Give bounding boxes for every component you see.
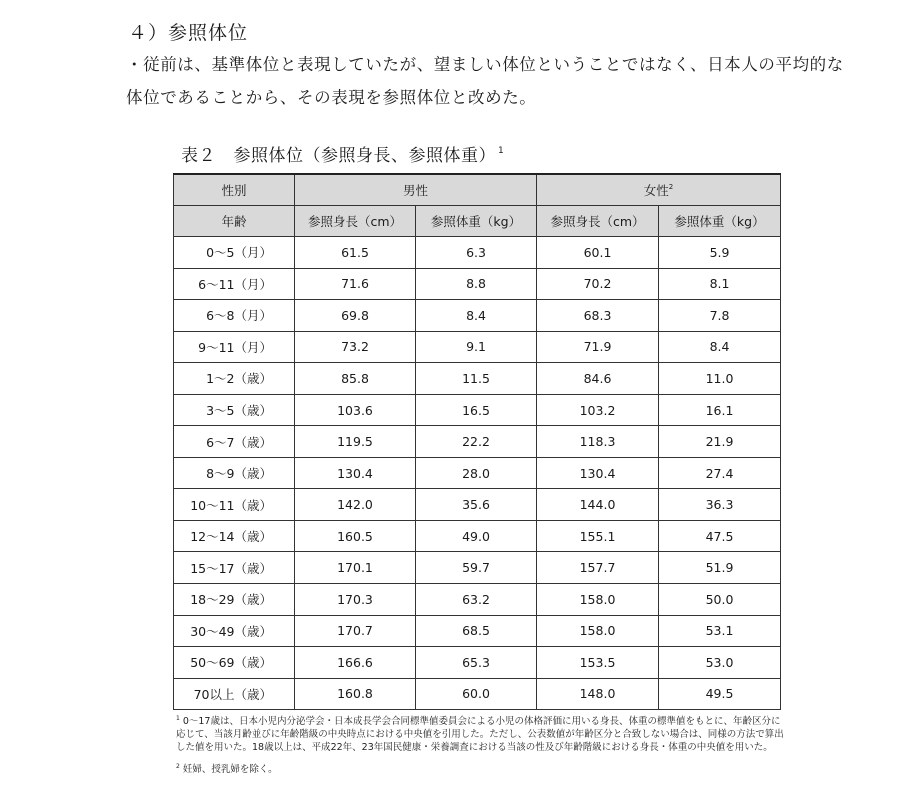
cell-age: 6～7（歳） xyxy=(174,426,295,458)
cell-age: 1～2（歳） xyxy=(174,363,295,395)
table-row xyxy=(174,552,781,584)
header-row-sex xyxy=(174,174,781,206)
table-row xyxy=(174,426,781,458)
cell-male-height: 166.6 xyxy=(295,647,416,679)
section-heading: ４）参照体位 xyxy=(128,22,249,44)
cell-male-weight: 63.2 xyxy=(416,584,537,616)
cell-female-height: 148.0 xyxy=(537,678,659,710)
cell-male-weight: 8.8 xyxy=(416,268,537,300)
cell-female-height: 144.0 xyxy=(537,489,659,521)
footnote-1-mark: 1 xyxy=(176,715,180,722)
cell-female-weight: 49.5 xyxy=(659,678,781,710)
table-body xyxy=(174,237,781,710)
cell-female-height: 60.1 xyxy=(537,237,659,269)
cell-female-height: 103.2 xyxy=(537,394,659,426)
cell-age: 6～8（月） xyxy=(174,300,295,332)
cell-female-weight: 21.9 xyxy=(659,426,781,458)
cell-age: 6～11（月） xyxy=(174,268,295,300)
cell-male-height: 130.4 xyxy=(295,457,416,489)
table-row xyxy=(174,394,781,426)
cell-female-weight: 47.5 xyxy=(659,520,781,552)
cell-female-weight: 36.3 xyxy=(659,489,781,521)
table-row xyxy=(174,678,781,710)
cell-male-weight: 22.2 xyxy=(416,426,537,458)
cell-male-weight: 16.5 xyxy=(416,394,537,426)
table-row xyxy=(174,615,781,647)
footnote-2-text: 妊婦、授乳婦を除く。 xyxy=(182,764,278,775)
cell-age: 0～5（月） xyxy=(174,237,295,269)
table-row xyxy=(174,584,781,616)
intro-paragraph: ・従前は、基準体位と表現していたが、望ましい体位ということではなく、日本人の平均的な体位であることから、その表現を参照体位と改めた。 xyxy=(126,55,844,107)
cell-male-weight: 11.5 xyxy=(416,363,537,395)
cell-age: 18～29（歳） xyxy=(174,584,295,616)
cell-female-height: 68.3 xyxy=(537,300,659,332)
cell-male-height: 170.3 xyxy=(295,584,416,616)
cell-female-weight: 11.0 xyxy=(659,363,781,395)
table-row xyxy=(174,647,781,679)
cell-age: 3～5（歳） xyxy=(174,394,295,426)
cell-male-height: 85.8 xyxy=(295,363,416,395)
cell-female-weight: 51.9 xyxy=(659,552,781,584)
cell-male-height: 170.1 xyxy=(295,552,416,584)
table-caption-text: 表２ 参照体位（参照身長、参照体重） xyxy=(181,146,496,166)
cell-age: 15～17（歳） xyxy=(174,552,295,584)
table-row xyxy=(174,489,781,521)
cell-age: 10～11（歳） xyxy=(174,489,295,521)
cell-male-height: 73.2 xyxy=(295,331,416,363)
cell-male-weight: 6.3 xyxy=(416,237,537,269)
cell-male-height: 103.6 xyxy=(295,394,416,426)
header-female-height: 参照身長（cm） xyxy=(537,206,659,237)
cell-male-height: 170.7 xyxy=(295,615,416,647)
footnote-1 xyxy=(176,712,784,754)
table-caption xyxy=(181,141,504,166)
cell-male-weight: 8.4 xyxy=(416,300,537,332)
cell-male-weight: 59.7 xyxy=(416,552,537,584)
cell-female-height: 157.7 xyxy=(537,552,659,584)
cell-male-height: 160.5 xyxy=(295,520,416,552)
cell-male-weight: 28.0 xyxy=(416,457,537,489)
cell-male-height: 119.5 xyxy=(295,426,416,458)
cell-male-height: 69.8 xyxy=(295,300,416,332)
cell-male-height: 71.6 xyxy=(295,268,416,300)
cell-female-weight: 8.1 xyxy=(659,268,781,300)
cell-female-height: 158.0 xyxy=(537,584,659,616)
table-row xyxy=(174,457,781,489)
cell-male-height: 61.5 xyxy=(295,237,416,269)
cell-age: 30～49（歳） xyxy=(174,615,295,647)
cell-female-weight: 7.8 xyxy=(659,300,781,332)
cell-female-height: 153.5 xyxy=(537,647,659,679)
footnote-1-text: 0～17歳は、日本小児内分泌学会・日本成長学会合同標準値委員会による小児の体格評価に用いる身長、体重の標準値をもとに、年齢区分に応じて、当該月齢並びに年齢階級の中央時点における中央値を引用した。ただし、公表数値が年齢区分と合致しない場合は、同様の方法で算出した値を用いた。18歳以上は、平成22年、23年国民健康・栄養調査における当該の性及び年齢階級における身長・体重の中央値を用いた。 xyxy=(176,716,784,753)
cell-male-height: 160.8 xyxy=(295,678,416,710)
cell-female-height: 70.2 xyxy=(537,268,659,300)
footnote-2-mark: 2 xyxy=(176,763,180,770)
cell-female-height: 158.0 xyxy=(537,615,659,647)
cell-female-weight: 53.0 xyxy=(659,647,781,679)
cell-male-weight: 65.3 xyxy=(416,647,537,679)
table-row xyxy=(174,331,781,363)
header-female-weight: 参照体重（kg） xyxy=(659,206,781,237)
cell-male-weight: 9.1 xyxy=(416,331,537,363)
cell-female-weight: 16.1 xyxy=(659,394,781,426)
header-male-height: 参照身長（cm） xyxy=(295,206,416,237)
cell-male-weight: 49.0 xyxy=(416,520,537,552)
footnote-2 xyxy=(176,760,784,776)
cell-female-height: 130.4 xyxy=(537,457,659,489)
cell-female-weight: 53.1 xyxy=(659,615,781,647)
footnotes xyxy=(176,712,784,776)
cell-female-weight: 5.9 xyxy=(659,237,781,269)
cell-male-weight: 35.6 xyxy=(416,489,537,521)
table-row xyxy=(174,520,781,552)
cell-age: 50～69（歳） xyxy=(174,647,295,679)
cell-male-weight: 68.5 xyxy=(416,615,537,647)
reference-body-table xyxy=(173,173,781,710)
table-row xyxy=(174,268,781,300)
table-row xyxy=(174,363,781,395)
cell-age: 8～9（歳） xyxy=(174,457,295,489)
cell-female-weight: 27.4 xyxy=(659,457,781,489)
header-female-note: 2 xyxy=(668,183,674,191)
header-male: 男性 xyxy=(295,174,537,206)
cell-female-height: 155.1 xyxy=(537,520,659,552)
cell-male-weight: 60.0 xyxy=(416,678,537,710)
cell-female-height: 118.3 xyxy=(537,426,659,458)
cell-male-height: 142.0 xyxy=(295,489,416,521)
table-caption-note: 1 xyxy=(498,146,505,156)
header-female xyxy=(537,174,781,206)
cell-female-height: 71.9 xyxy=(537,331,659,363)
cell-female-weight: 50.0 xyxy=(659,584,781,616)
cell-age: 9～11（月） xyxy=(174,331,295,363)
header-row-metrics xyxy=(174,206,781,237)
header-male-weight: 参照体重（kg） xyxy=(416,206,537,237)
cell-female-height: 84.6 xyxy=(537,363,659,395)
header-female-label: 女性 xyxy=(643,183,669,198)
table-row xyxy=(174,237,781,269)
table-row xyxy=(174,300,781,332)
header-sex: 性別 xyxy=(174,174,295,206)
cell-age: 12～14（歳） xyxy=(174,520,295,552)
cell-female-weight: 8.4 xyxy=(659,331,781,363)
header-age: 年齢 xyxy=(174,206,295,237)
cell-age: 70以上（歳） xyxy=(174,678,295,710)
